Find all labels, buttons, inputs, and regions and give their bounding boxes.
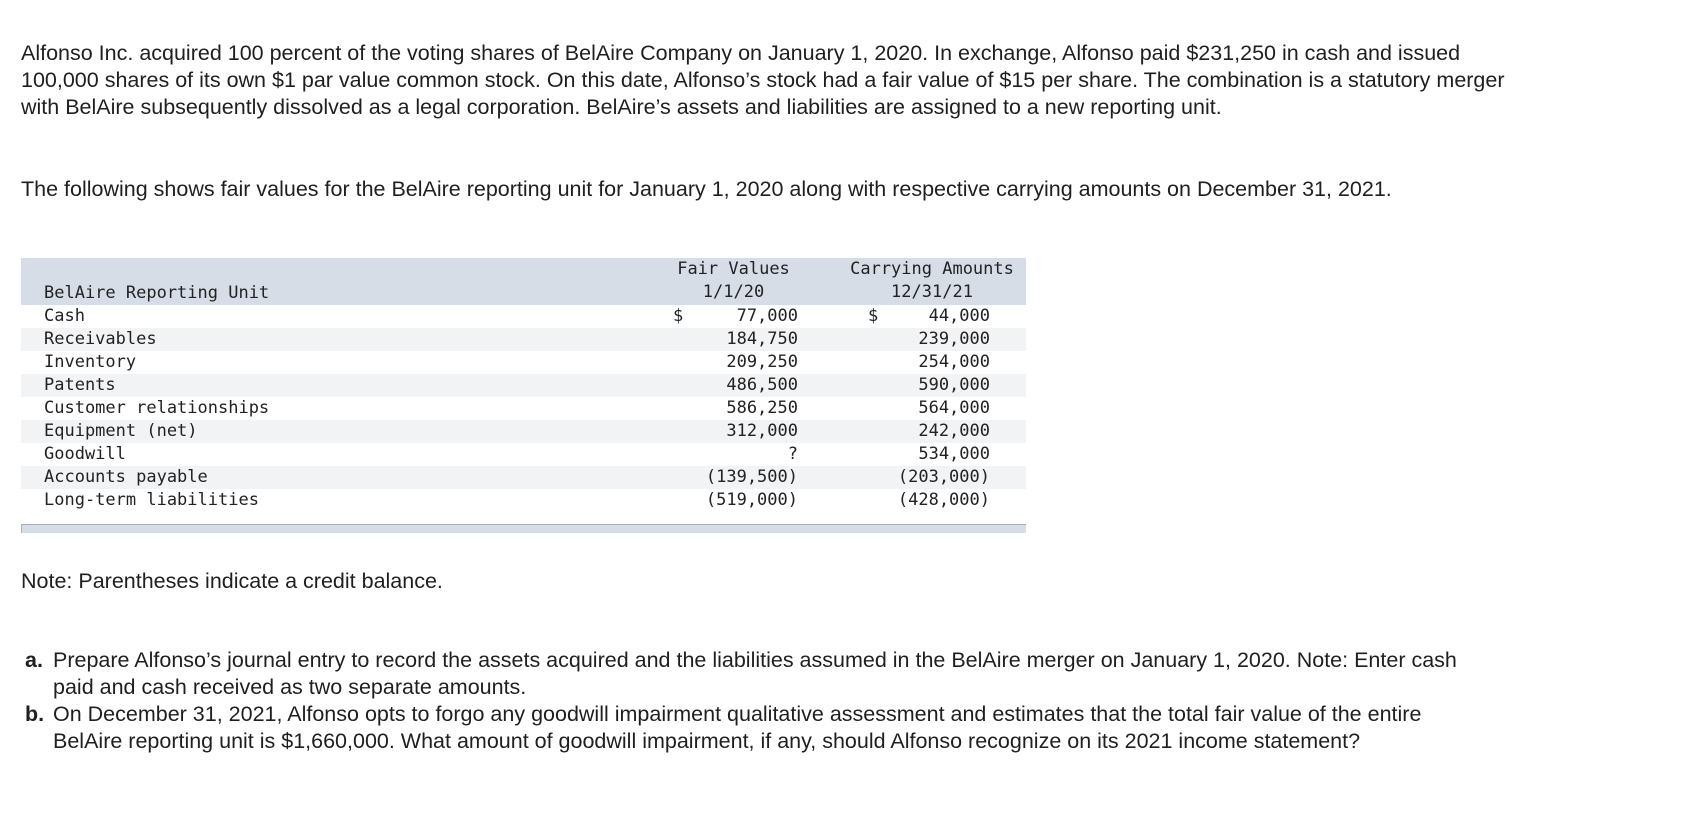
carrying-amount: 242,000 xyxy=(918,421,990,441)
row-label: Equipment (net) xyxy=(44,421,198,441)
table-row xyxy=(21,305,1026,328)
row-label: Accounts payable xyxy=(44,467,208,487)
credit-balance-note: Note: Parentheses indicate a credit balance. xyxy=(21,569,443,593)
carrying-amount: 44,000 xyxy=(928,306,990,326)
fair-value: 77,000 xyxy=(736,306,798,326)
row-label: Inventory xyxy=(44,352,137,372)
table-row xyxy=(21,420,1026,443)
carrying-amount: 534,000 xyxy=(918,444,990,464)
fair-value: (139,500) xyxy=(705,467,798,487)
fair-value: (519,000) xyxy=(705,490,798,510)
table-row xyxy=(21,328,1026,351)
row-label: Long-term liabilities xyxy=(44,490,259,510)
header-label: BelAire Reporting Unit xyxy=(44,283,270,303)
fair-value: 312,000 xyxy=(726,421,798,441)
question-text: On December 31, 2021, Alfonso opts to forgo any goodwill impairment qualitative assessment and estimates that the total fair value of the entire BelAire reporting unit is $1,660,000. What amount of goodwill impairment, if any, should Alfonso recognize on its 2021 income statement? xyxy=(53,702,1422,753)
table-row xyxy=(21,443,1026,466)
row-label: Goodwill xyxy=(44,444,126,464)
lead-paragraph: The following shows fair values for the BelAire reporting unit for January 1, 2020 along with respective carrying amounts on December 31, 2021. xyxy=(21,177,1392,201)
fair-values-header: Fair Values 1/1/20 xyxy=(677,259,790,302)
reporting-unit-table xyxy=(21,258,1026,533)
carrying-amount: 254,000 xyxy=(918,352,990,372)
table-row xyxy=(21,466,1026,489)
table-footer-bar xyxy=(21,524,1026,533)
table-row xyxy=(21,374,1026,397)
intro-paragraph: Alfonso Inc. acquired 100 percent of the voting shares of BelAire Company on January 1, 2020. In exchange, Alfonso paid $231,250 in cash and issued 100,000 shares of its own $1 par value common stock. On this date, Alfonso’s stock had a fair value of $15 per share. The combination is a statutory merger with BelAire subsequently dissolved as a legal corporation. BelAire’s assets and liabilities are assigned to a new reporting unit. xyxy=(21,41,1505,119)
table-row xyxy=(21,397,1026,420)
carrying-amount: 590,000 xyxy=(918,375,990,395)
row-label: Receivables xyxy=(44,329,157,349)
question-letter: a. xyxy=(25,648,43,672)
table-row xyxy=(21,489,1026,512)
carrying-amount: (428,000) xyxy=(897,490,990,510)
table-header xyxy=(21,258,1026,305)
currency-symbol: $ xyxy=(673,306,684,326)
carrying-amounts-header: Carrying Amounts 12/31/21 xyxy=(850,259,1014,302)
question-a xyxy=(25,647,1485,701)
question-letter: b. xyxy=(25,702,45,726)
question-text: Prepare Alfonso’s journal entry to record the assets acquired and the liabilities assumed in the BelAire merger on January 1, 2020. Note: Enter cash paid and cash received as two separate amounts. xyxy=(53,648,1457,699)
fair-value: 486,500 xyxy=(726,375,798,395)
fair-value: 586,250 xyxy=(726,398,798,418)
carrying-amount: (203,000) xyxy=(897,467,990,487)
question-b xyxy=(25,701,1485,755)
table-row xyxy=(21,351,1026,374)
fair-value: 184,750 xyxy=(726,329,798,349)
row-label: Patents xyxy=(44,375,116,395)
carrying-amount: 564,000 xyxy=(918,398,990,418)
currency-symbol: $ xyxy=(868,306,879,326)
row-label: Customer relationships xyxy=(44,398,270,418)
question-list xyxy=(25,647,1485,755)
carrying-amount: 239,000 xyxy=(918,329,990,349)
fair-value: 209,250 xyxy=(726,352,798,372)
fair-value: ? xyxy=(787,444,798,464)
row-label: Cash xyxy=(44,306,85,326)
